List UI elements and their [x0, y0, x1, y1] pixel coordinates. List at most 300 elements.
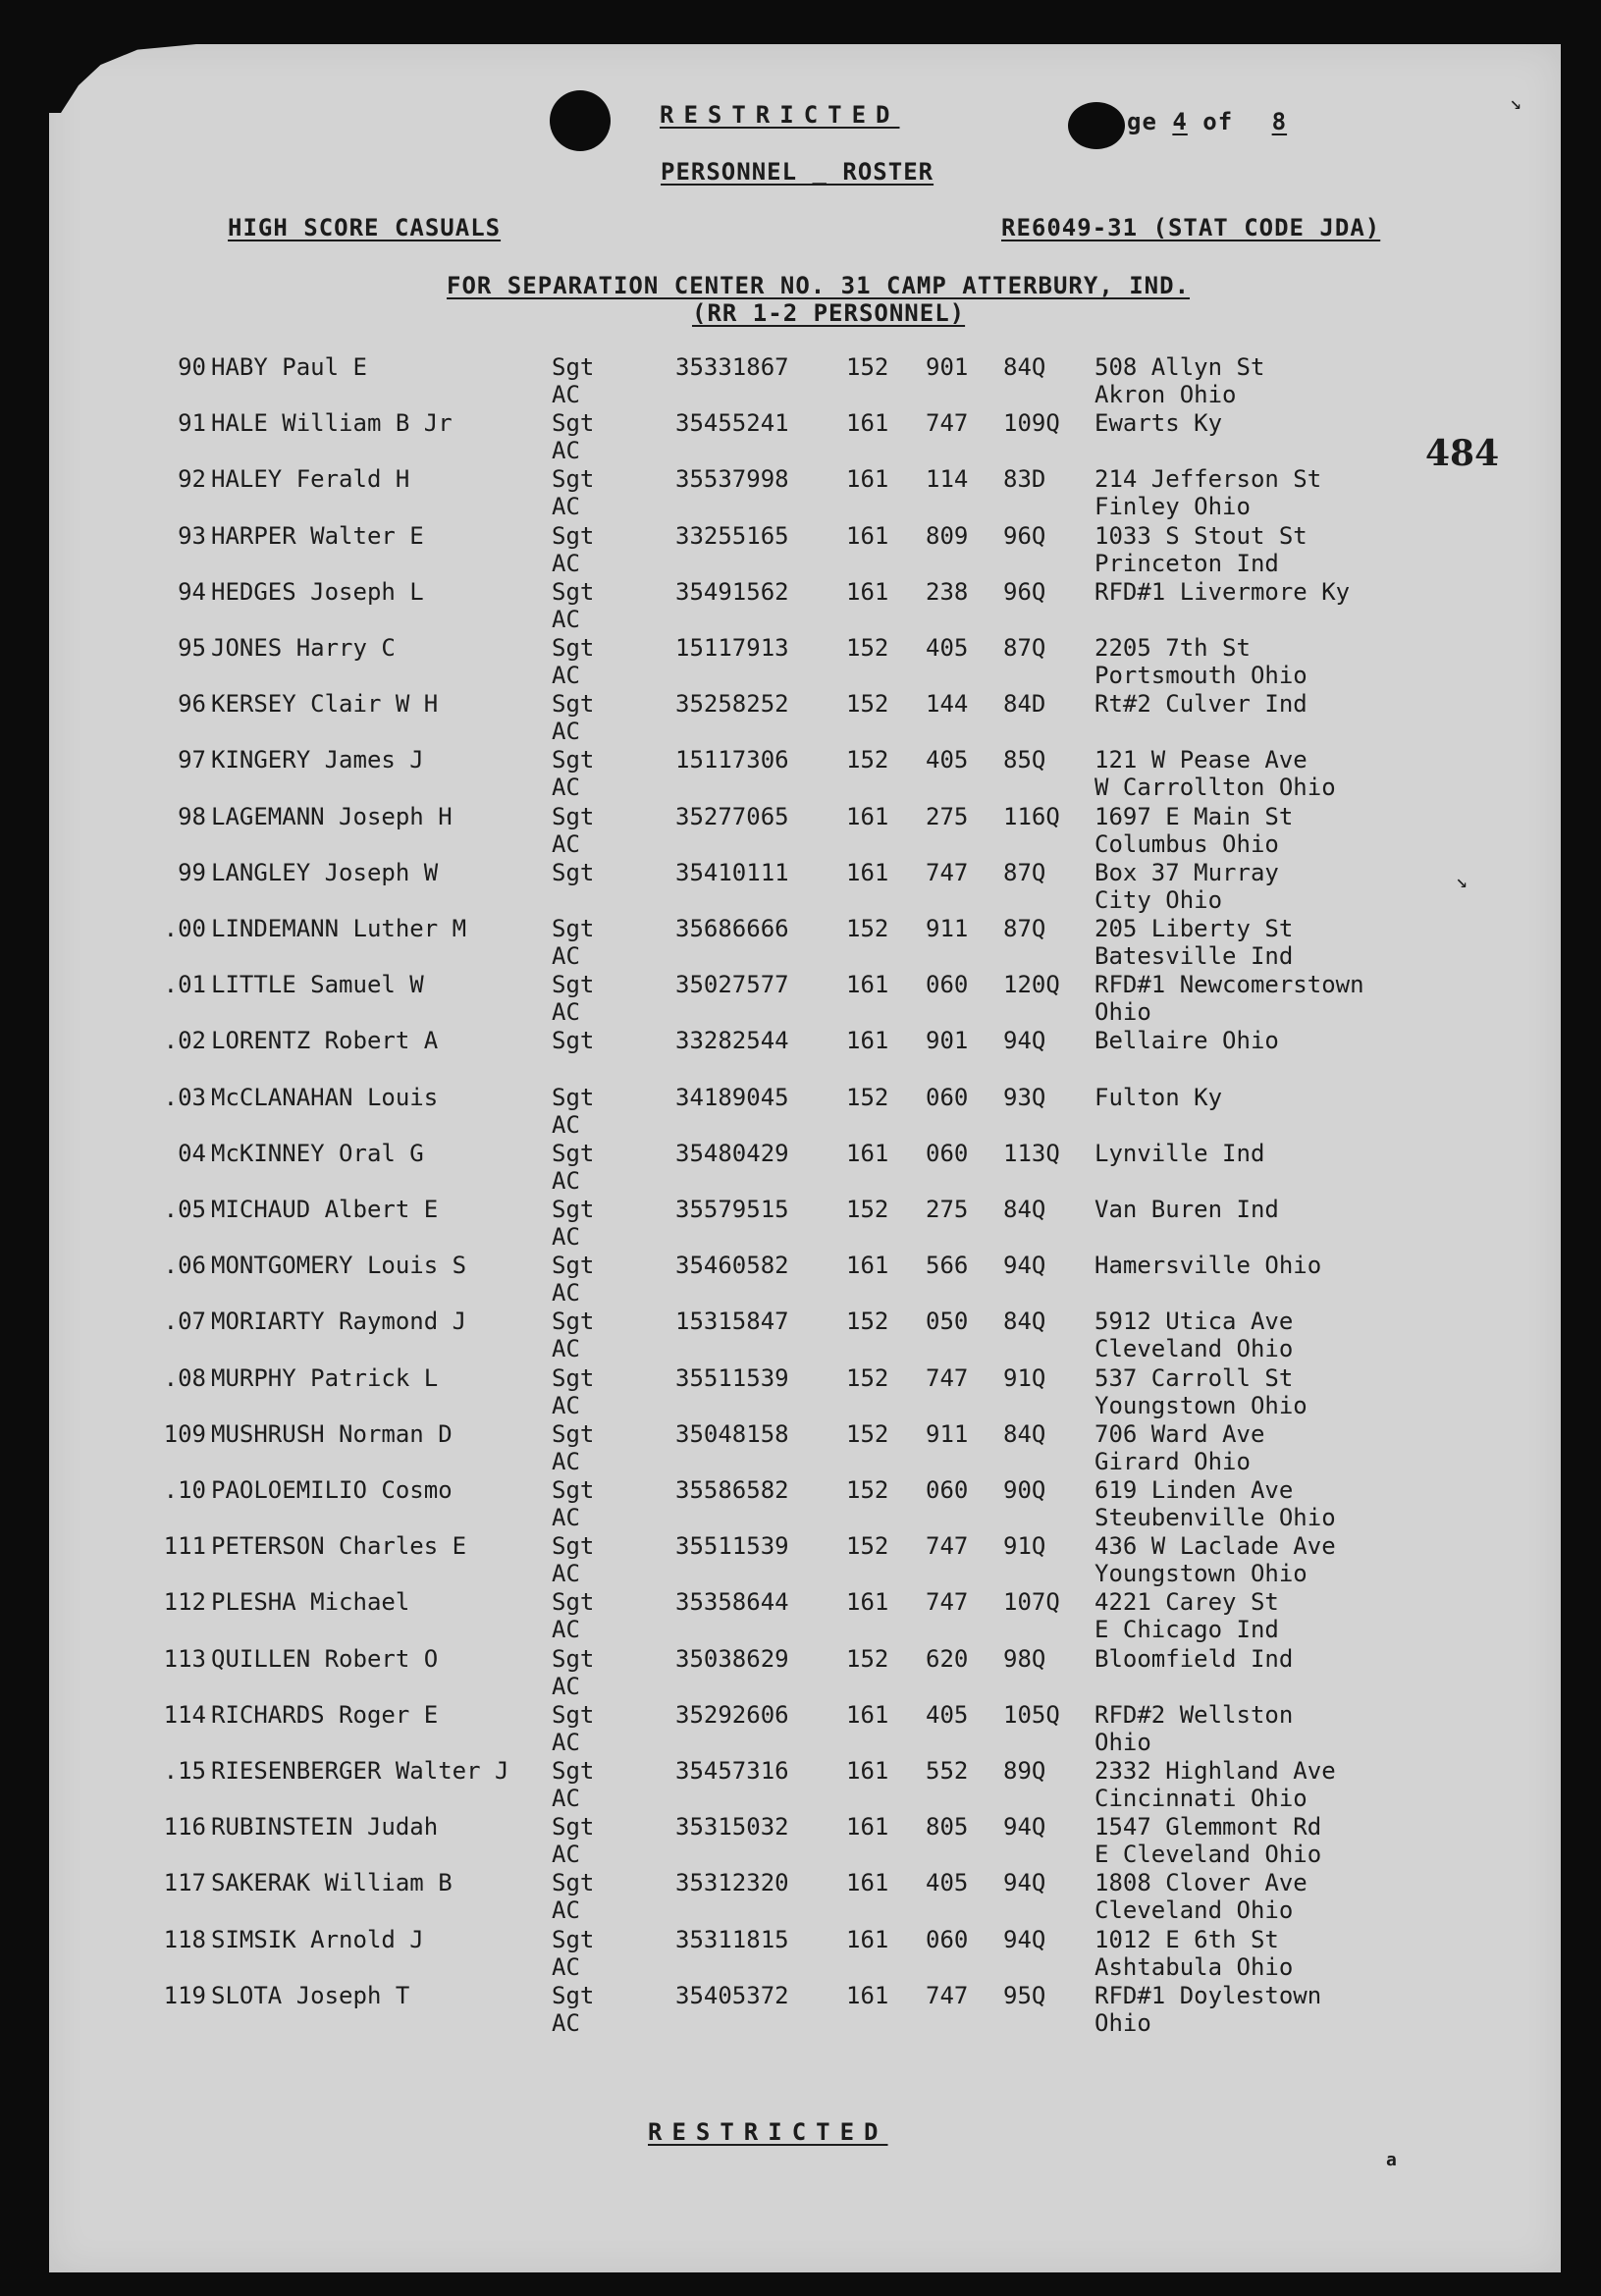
entry-rank: Sgt	[552, 1363, 595, 1392]
roster-row	[0, 746, 1601, 802]
entry-number: 96	[178, 690, 206, 719]
entry-serial-number: 35491562	[675, 577, 789, 606]
entry-name: RUBINSTEIN Judah	[211, 1813, 439, 1842]
entry-branch: AC	[552, 829, 580, 858]
entry-number: .07	[163, 1308, 206, 1336]
entry-code-b: 114	[926, 465, 969, 494]
entry-code-a: 152	[846, 915, 889, 942]
entry-name: HALE William B Jr	[211, 409, 453, 438]
entry-code-b: 405	[926, 1869, 969, 1897]
entry-branch: AC	[552, 381, 580, 408]
entry-code-a: 161	[846, 465, 889, 494]
classification-top: RESTRICTED	[660, 101, 900, 129]
entry-serial-number: 15315847	[675, 1308, 789, 1336]
roster-row	[0, 1308, 1601, 1363]
entry-code-b: 275	[926, 802, 969, 830]
entry-serial-number: 15117913	[675, 634, 789, 662]
entry-serial-number: 34189045	[675, 1083, 789, 1111]
entry-code-b: 911	[926, 1419, 969, 1448]
entry-number: 118	[163, 1925, 206, 1953]
entry-code-a: 161	[846, 1139, 889, 1167]
entry-number: .08	[163, 1363, 206, 1392]
entry-name: MICHAUD Albert E	[211, 1196, 439, 1223]
entry-serial-number: 35537998	[675, 465, 789, 494]
entry-address-line2: Portsmouth Ohio	[1094, 662, 1307, 689]
entry-number: 90	[178, 353, 206, 381]
entry-rank: Sgt	[552, 1532, 595, 1561]
entry-name: JONES Harry C	[211, 634, 396, 662]
entry-score: 113Q	[1003, 1139, 1060, 1167]
entry-address-line1: Box 37 Murray	[1094, 858, 1279, 886]
entry-address-line2: Cleveland Ohio	[1094, 1335, 1294, 1363]
entry-address-line1: RFD#1 Doylestown	[1094, 1981, 1322, 2009]
entry-rank: Sgt	[552, 802, 595, 830]
entry-number: 119	[163, 1981, 206, 2009]
entry-branch: AC	[552, 1447, 580, 1475]
entry-branch: AC	[552, 437, 580, 465]
entry-name: SLOTA Joseph T	[211, 1981, 410, 2009]
entry-code-b: 238	[926, 577, 969, 606]
entry-code-b: 901	[926, 353, 969, 381]
roster-row	[0, 353, 1601, 409]
entry-number: .15	[163, 1757, 206, 1785]
entry-rank: Sgt	[552, 915, 595, 942]
entry-number: 04	[178, 1139, 206, 1167]
entry-address-line1: 1547 Glemmont Rd	[1094, 1813, 1322, 1842]
entry-score: 94Q	[1003, 1027, 1046, 1055]
entry-name: RICHARDS Roger E	[211, 1700, 439, 1729]
unit-name: HIGH SCORE CASUALS	[228, 214, 502, 241]
entry-address-line1: Bellaire Ohio	[1094, 1027, 1279, 1055]
entry-branch: AC	[552, 1896, 580, 1925]
entry-code-a: 161	[846, 521, 889, 550]
entry-code-a: 152	[846, 353, 889, 381]
entry-address-line2: Finley Ohio	[1094, 493, 1251, 521]
entry-score: 84D	[1003, 690, 1046, 719]
entry-branch: AC	[552, 1166, 580, 1195]
roster-row	[0, 578, 1601, 634]
entry-score: 91Q	[1003, 1532, 1046, 1561]
page-label: ge	[1127, 108, 1157, 135]
entry-score: 87Q	[1003, 858, 1046, 886]
entry-name: PETERSON Charles E	[211, 1532, 467, 1561]
entry-number: 95	[178, 634, 206, 662]
entry-code-a: 161	[846, 1925, 889, 1953]
entry-code-b: 747	[926, 409, 969, 438]
entry-score: 84Q	[1003, 1196, 1046, 1223]
stamp-number: 484	[1425, 433, 1500, 474]
entry-branch: AC	[552, 1391, 580, 1419]
corner-mark: a	[1386, 2150, 1397, 2170]
entry-score: 96Q	[1003, 577, 1046, 606]
entry-address-line1: 1697 E Main St	[1094, 802, 1294, 830]
entry-branch: AC	[552, 1841, 580, 1869]
entry-code-b: 747	[926, 1363, 969, 1392]
roster-row	[0, 1701, 1601, 1757]
entry-address-line1: 121 W Pease Ave	[1094, 746, 1307, 774]
entry-address-line2: Columbus Ohio	[1094, 829, 1279, 858]
entry-address-line2: Ohio	[1094, 2008, 1151, 2037]
entry-address-line1: 436 W Laclade Ave	[1094, 1532, 1336, 1561]
entry-score: 93Q	[1003, 1083, 1046, 1111]
entry-rank: Sgt	[552, 1419, 595, 1448]
page-number: 4	[1172, 108, 1188, 135]
entry-rank: Sgt	[552, 1083, 595, 1111]
entry-address-line1: RFD#1 Livermore Ky	[1094, 577, 1351, 606]
entry-branch: AC	[552, 1110, 580, 1139]
entry-serial-number: 35579515	[675, 1196, 789, 1223]
entry-address-line1: 1012 E 6th St	[1094, 1925, 1279, 1953]
entry-address-line1: Hamersville Ohio	[1094, 1252, 1322, 1280]
entry-name: KINGERY James J	[211, 746, 424, 774]
entry-score: 94Q	[1003, 1869, 1046, 1897]
entry-code-b: 060	[926, 1476, 969, 1504]
entry-serial-number: 35405372	[675, 1981, 789, 2009]
roster-row	[0, 1869, 1601, 1925]
entry-number: 117	[163, 1869, 206, 1897]
entry-code-b: 747	[926, 1532, 969, 1561]
entry-code-b: 901	[926, 1027, 969, 1055]
entry-branch: AC	[552, 1616, 580, 1644]
entry-rank: Sgt	[552, 577, 595, 606]
destination: FOR SEPARATION CENTER NO. 31 CAMP ATTERBURY, IND.	[447, 272, 1191, 299]
entry-score: 94Q	[1003, 1925, 1046, 1953]
roster-row	[0, 1364, 1601, 1420]
entry-branch: AC	[552, 774, 580, 802]
entry-number: .01	[163, 971, 206, 999]
reference-code: RE6049-31 (STAT CODE JDA)	[1001, 214, 1381, 241]
entry-address-line2: Steubenville Ohio	[1094, 1504, 1336, 1531]
roster-row	[0, 1420, 1601, 1476]
entry-name: HABY Paul E	[211, 353, 367, 381]
entry-branch: AC	[552, 493, 580, 521]
entry-branch: AC	[552, 1952, 580, 1981]
entry-code-a: 161	[846, 971, 889, 999]
entry-number: 98	[178, 802, 206, 830]
entry-code-b: 805	[926, 1813, 969, 1842]
entry-branch: AC	[552, 1785, 580, 1812]
entry-serial-number: 35027577	[675, 971, 789, 999]
entry-branch: AC	[552, 998, 580, 1027]
entry-code-b: 050	[926, 1308, 969, 1336]
roster-row	[0, 409, 1601, 465]
entry-code-b: 060	[926, 1139, 969, 1167]
entry-serial-number: 35410111	[675, 858, 789, 886]
entry-score: 84Q	[1003, 1419, 1046, 1448]
entry-rank: Sgt	[552, 1644, 595, 1673]
entry-code-b: 747	[926, 1588, 969, 1617]
entry-number: 94	[178, 577, 206, 606]
entry-code-a: 152	[846, 1083, 889, 1111]
entry-branch: AC	[552, 1728, 580, 1756]
entry-serial-number: 35460582	[675, 1252, 789, 1280]
entry-serial-number: 35457316	[675, 1757, 789, 1785]
entry-code-b: 747	[926, 1981, 969, 2009]
roster-row	[0, 803, 1601, 859]
entry-rank: Sgt	[552, 1588, 595, 1617]
entry-number: 112	[163, 1588, 206, 1617]
entry-address-line1: 619 Linden Ave	[1094, 1476, 1294, 1504]
entry-score: 89Q	[1003, 1757, 1046, 1785]
entry-rank: Sgt	[552, 1981, 595, 2009]
entry-number: .00	[163, 915, 206, 942]
entry-number: 97	[178, 746, 206, 774]
entry-score: 83D	[1003, 465, 1046, 494]
entry-rank: Sgt	[552, 1196, 595, 1223]
entry-address-line1: 508 Allyn St	[1094, 353, 1265, 381]
entry-score: 94Q	[1003, 1252, 1046, 1280]
roster-row	[0, 1982, 1601, 2038]
entry-number: 93	[178, 521, 206, 550]
entry-code-b: 060	[926, 1083, 969, 1111]
entry-address-line2: Cleveland Ohio	[1094, 1896, 1294, 1925]
entry-score: 85Q	[1003, 746, 1046, 774]
entry-name: MUSHRUSH Norman D	[211, 1419, 453, 1448]
entry-address-line1: 706 Ward Ave	[1094, 1419, 1265, 1448]
entry-code-a: 161	[846, 858, 889, 886]
roster-row	[0, 1196, 1601, 1252]
entry-rank: Sgt	[552, 1700, 595, 1729]
entry-branch: AC	[552, 1335, 580, 1363]
entry-serial-number: 35586582	[675, 1476, 789, 1504]
entry-score: 90Q	[1003, 1476, 1046, 1504]
entry-number: 92	[178, 465, 206, 494]
entry-rank: Sgt	[552, 1813, 595, 1842]
entry-number: 116	[163, 1813, 206, 1842]
entry-code-a: 152	[846, 1363, 889, 1392]
entry-score: 96Q	[1003, 521, 1046, 550]
entry-name: LITTLE Samuel W	[211, 971, 424, 999]
entry-address-line2: City Ohio	[1094, 885, 1223, 914]
roster-row	[0, 859, 1601, 915]
entry-name: LORENTZ Robert A	[211, 1027, 439, 1055]
entry-code-a: 161	[846, 1027, 889, 1055]
roster-row	[0, 522, 1601, 578]
entry-address-line1: 214 Jefferson St	[1094, 465, 1322, 494]
entry-branch: AC	[552, 1223, 580, 1251]
entry-address-line1: 4221 Carey St	[1094, 1588, 1279, 1617]
entry-code-a: 152	[846, 1308, 889, 1336]
entry-name: McKINNEY Oral G	[211, 1139, 424, 1167]
entry-number: .10	[163, 1476, 206, 1504]
entry-rank: Sgt	[552, 690, 595, 719]
entry-rank: Sgt	[552, 409, 595, 438]
entry-address-line2: E Chicago Ind	[1094, 1616, 1279, 1644]
entry-score: 84Q	[1003, 353, 1046, 381]
entry-name: McCLANAHAN Louis	[211, 1083, 439, 1111]
roster-row	[0, 1084, 1601, 1140]
entry-score: 116Q	[1003, 802, 1060, 830]
roster-row	[0, 1252, 1601, 1308]
entry-serial-number: 35315032	[675, 1813, 789, 1842]
entry-number: .03	[163, 1083, 206, 1111]
page-total: 8	[1271, 108, 1288, 135]
roster-row	[0, 1645, 1601, 1701]
entry-name: SAKERAK William B	[211, 1869, 453, 1897]
entry-address-line1: Fulton Ky	[1094, 1083, 1223, 1111]
entry-rank: Sgt	[552, 1925, 595, 1953]
entry-branch: AC	[552, 718, 580, 746]
entry-code-a: 152	[846, 746, 889, 774]
entry-rank: Sgt	[552, 1139, 595, 1167]
entry-code-a: 161	[846, 577, 889, 606]
entry-address-line1: 1808 Clover Ave	[1094, 1869, 1307, 1897]
entry-serial-number: 35686666	[675, 915, 789, 942]
entry-rank: Sgt	[552, 1757, 595, 1785]
entry-serial-number: 33282544	[675, 1027, 789, 1055]
entry-serial-number: 35038629	[675, 1644, 789, 1673]
roster-row	[0, 1140, 1601, 1196]
entry-rank: Sgt	[552, 971, 595, 999]
entry-name: LINDEMANN Luther M	[211, 915, 467, 942]
entry-serial-number: 35358644	[675, 1588, 789, 1617]
entry-address-line1: 537 Carroll St	[1094, 1363, 1294, 1392]
entry-address-line2: Princeton Ind	[1094, 549, 1279, 577]
entry-serial-number: 35048158	[675, 1419, 789, 1448]
entry-number: 109	[163, 1419, 206, 1448]
entry-code-b: 552	[926, 1757, 969, 1785]
entry-name: LAGEMANN Joseph H	[211, 802, 453, 830]
classification-bottom: RESTRICTED	[648, 2118, 888, 2146]
roster-row	[0, 1027, 1601, 1083]
roster-row	[0, 971, 1601, 1027]
entry-code-a: 161	[846, 1813, 889, 1842]
entry-name: LANGLEY Joseph W	[211, 858, 439, 886]
entry-rank: Sgt	[552, 1252, 595, 1280]
entry-branch: AC	[552, 1504, 580, 1531]
entry-code-a: 161	[846, 1700, 889, 1729]
roster-row	[0, 1757, 1601, 1813]
entry-code-b: 405	[926, 634, 969, 662]
entry-address-line1: Lynville Ind	[1094, 1139, 1265, 1167]
entry-address-line1: 5912 Utica Ave	[1094, 1308, 1294, 1336]
entry-number: 91	[178, 409, 206, 438]
roster-row	[0, 465, 1601, 521]
entry-score: 120Q	[1003, 971, 1060, 999]
entry-code-a: 152	[846, 690, 889, 719]
roster-row	[0, 1588, 1601, 1644]
entry-name: SIMSIK Arnold J	[211, 1925, 424, 1953]
entry-serial-number: 35292606	[675, 1700, 789, 1729]
entry-number: 113	[163, 1644, 206, 1673]
entry-score: 109Q	[1003, 409, 1060, 438]
entry-address-line1: Van Buren Ind	[1094, 1196, 1279, 1223]
entry-code-a: 161	[846, 802, 889, 830]
entry-address-line2: Ashtabula Ohio	[1094, 1952, 1294, 1981]
entry-address-line2: Akron Ohio	[1094, 381, 1237, 408]
entry-name: MORIARTY Raymond J	[211, 1308, 467, 1336]
entry-address-line2: E Cleveland Ohio	[1094, 1841, 1322, 1869]
page-of-label: of	[1202, 108, 1234, 135]
roster-row	[0, 690, 1601, 746]
entry-number: .02	[163, 1027, 206, 1055]
entry-serial-number: 35511539	[675, 1363, 789, 1392]
entry-name: PLESHA Michael	[211, 1588, 410, 1617]
entry-serial-number: 35277065	[675, 802, 789, 830]
roster-row	[0, 1532, 1601, 1588]
entry-serial-number: 35331867	[675, 353, 789, 381]
entry-serial-number: 35480429	[675, 1139, 789, 1167]
entry-rank: Sgt	[552, 353, 595, 381]
entry-code-a: 161	[846, 1757, 889, 1785]
entry-address-line1: 2205 7th St	[1094, 634, 1251, 662]
roster-row	[0, 1476, 1601, 1532]
entry-serial-number: 35312320	[675, 1869, 789, 1897]
entry-number: .06	[163, 1252, 206, 1280]
entry-address-line2: Ohio	[1094, 998, 1151, 1027]
entry-address-line2: Youngstown Ohio	[1094, 1560, 1307, 1588]
entry-code-a: 152	[846, 1644, 889, 1673]
entry-score: 84Q	[1003, 1308, 1046, 1336]
entry-address-line1: Rt#2 Culver Ind	[1094, 690, 1307, 719]
entry-branch: AC	[552, 1672, 580, 1700]
entry-branch: AC	[552, 2008, 580, 2037]
entry-rank: Sgt	[552, 858, 595, 886]
entry-code-a: 161	[846, 1252, 889, 1280]
entry-code-b: 620	[926, 1644, 969, 1673]
entry-address-line1: 2332 Highland Ave	[1094, 1757, 1336, 1785]
entry-code-a: 161	[846, 1981, 889, 2009]
entry-code-a: 152	[846, 1196, 889, 1223]
stray-mark: ↘	[1456, 869, 1468, 892]
entry-name: HALEY Ferald H	[211, 465, 410, 494]
entry-name: MURPHY Patrick L	[211, 1363, 439, 1392]
entry-address-line2: Girard Ohio	[1094, 1447, 1251, 1475]
entry-name: HEDGES Joseph L	[211, 577, 424, 606]
entry-address-line1: RFD#1 Newcomerstown	[1094, 971, 1364, 999]
stray-mark: ↘	[1510, 90, 1522, 114]
roster-row	[0, 634, 1601, 690]
entry-rank: Sgt	[552, 465, 595, 494]
entry-serial-number: 35311815	[675, 1925, 789, 1953]
entry-code-b: 911	[926, 915, 969, 942]
entry-rank: Sgt	[552, 1476, 595, 1504]
entry-code-a: 152	[846, 1532, 889, 1561]
entry-address-line1: 1033 S Stout St	[1094, 521, 1307, 550]
entry-score: 105Q	[1003, 1700, 1060, 1729]
sub-destination: (RR 1-2 PERSONNEL)	[692, 299, 966, 327]
entry-score: 91Q	[1003, 1363, 1046, 1392]
entry-address-line1: RFD#2 Wellston	[1094, 1700, 1294, 1729]
entry-number: 114	[163, 1700, 206, 1729]
entry-rank: Sgt	[552, 1869, 595, 1897]
entry-code-b: 405	[926, 746, 969, 774]
page-title: PERSONNEL _ ROSTER	[661, 158, 934, 186]
entry-score: 87Q	[1003, 634, 1046, 662]
entry-rank: Sgt	[552, 1027, 595, 1055]
entry-code-a: 161	[846, 1588, 889, 1617]
entry-address-line2: Ohio	[1094, 1728, 1151, 1756]
entry-code-b: 566	[926, 1252, 969, 1280]
entry-serial-number: 15117306	[675, 746, 789, 774]
entry-name: RIESENBERGER Walter J	[211, 1757, 509, 1785]
entry-code-a: 152	[846, 1419, 889, 1448]
entry-code-b: 809	[926, 521, 969, 550]
entry-number: 111	[163, 1532, 206, 1561]
entry-serial-number: 35455241	[675, 409, 789, 438]
entry-branch: AC	[552, 605, 580, 633]
entry-score: 95Q	[1003, 1981, 1046, 2009]
entry-address-line2: W Carrollton Ohio	[1094, 774, 1336, 802]
entry-name: KERSEY Clair W H	[211, 690, 439, 719]
entry-code-b: 275	[926, 1196, 969, 1223]
entry-address-line2: Batesville Ind	[1094, 942, 1294, 970]
entry-score: 87Q	[1003, 915, 1046, 942]
entry-name: MONTGOMERY Louis S	[211, 1252, 467, 1280]
entry-name: QUILLEN Robert O	[211, 1644, 439, 1673]
entry-code-b: 144	[926, 690, 969, 719]
entry-name: PAOLOEMILIO Cosmo	[211, 1476, 453, 1504]
